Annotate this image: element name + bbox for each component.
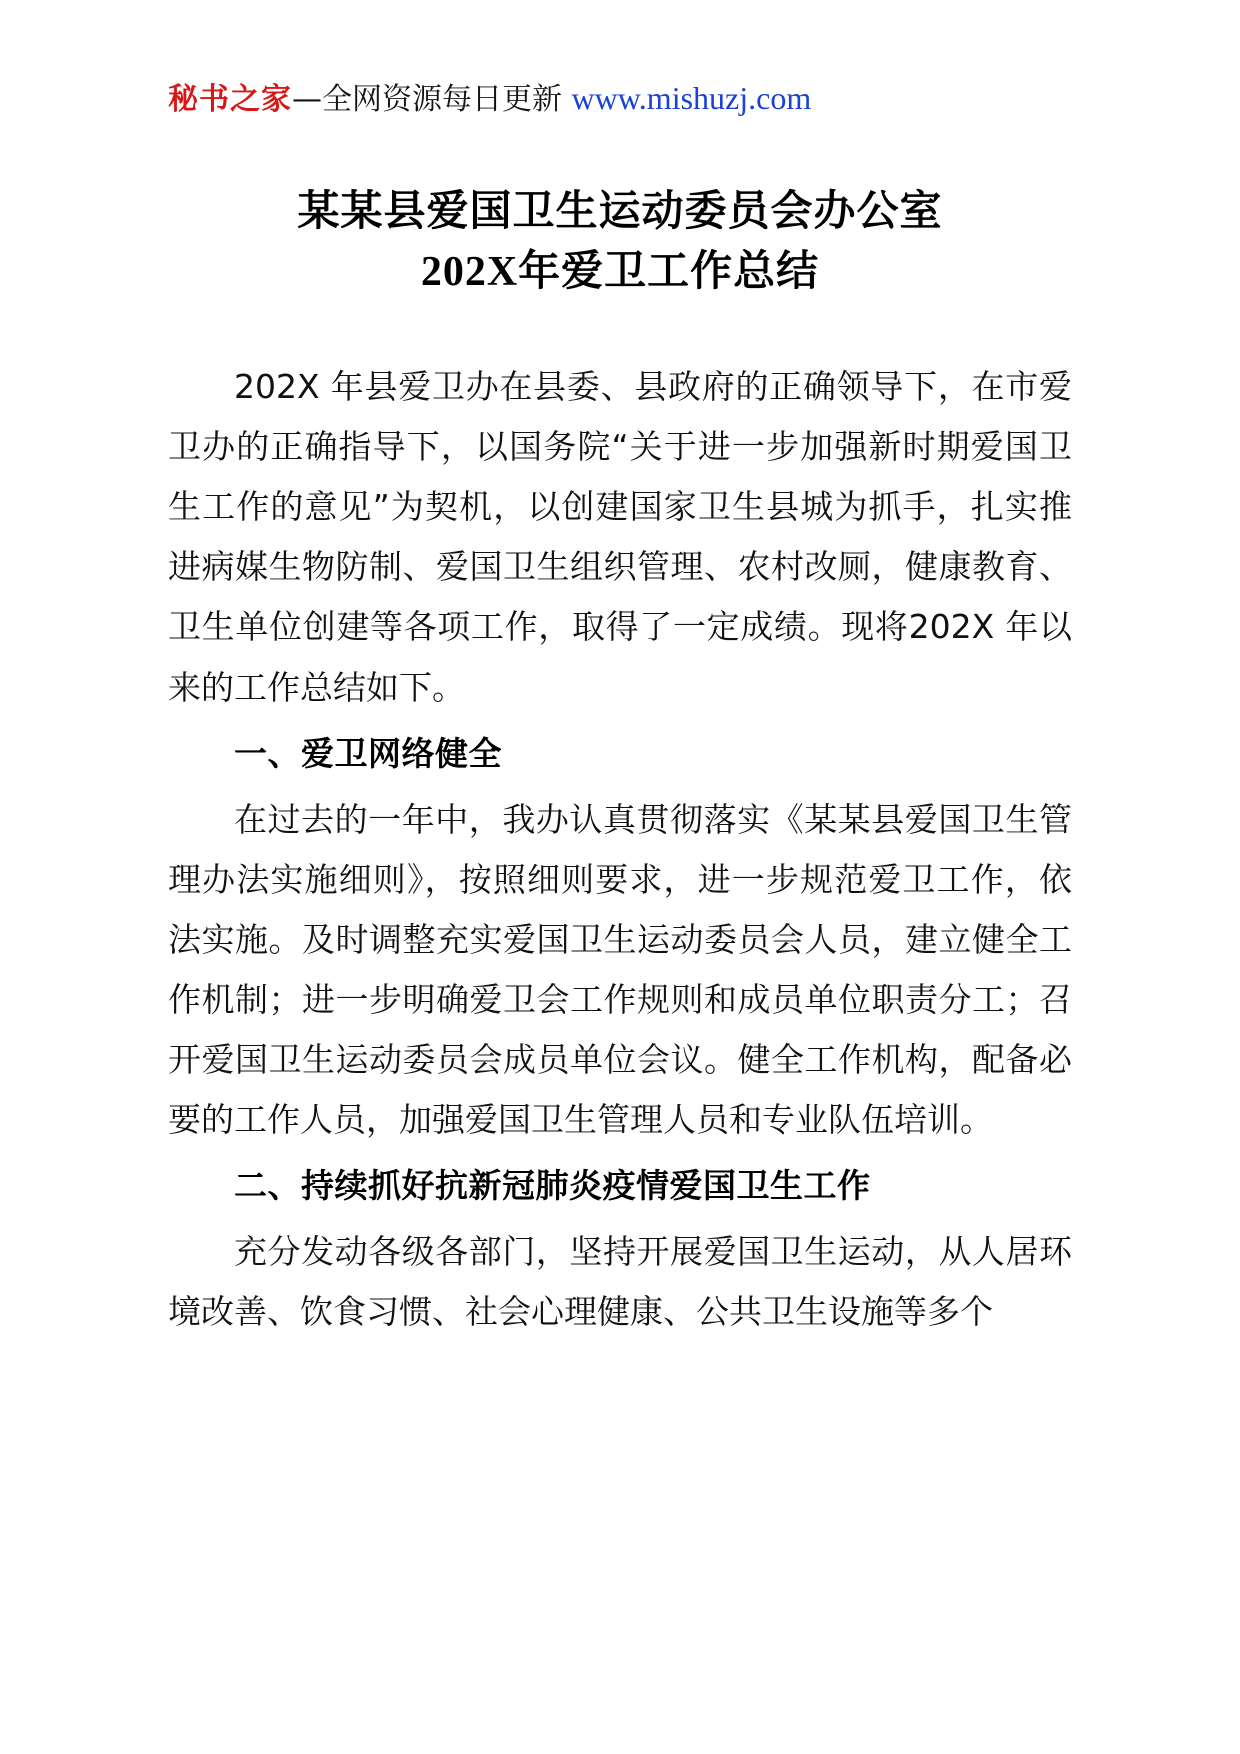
paragraph: 202X 年县爱卫办在县委、县政府的正确领导下，在市爱卫办的正确指导下，以国务院“关于进一步加强新时期爱国卫生工作的意见”为契机，以创建国家卫生县城为抓手，扎实推进病媒生物防制、爱国卫生组织管理、农村改厕，健康教育、卫生单位创建等各项工作，取得了一定成绩。现将202X 年以来的工作总结如下。 (168, 367, 1072, 707)
title-year: 202X (420, 249, 519, 296)
section-heading: 一、爱卫网络健全 (234, 733, 502, 773)
paragraph: 充分发动各级各部门，坚持开展爱国卫生运动，从人居环境改善、饮食习惯、社会心理健康、公共卫生设施等多个 (168, 1231, 1072, 1331)
title-line-2-rest: 年爱卫工作总结 (518, 246, 820, 296)
watermark-url[interactable]: www.mishuzj.com (571, 80, 812, 116)
section-heading: 二、持续抓好抗新冠肺炎疫情爱国卫生工作 (234, 1165, 871, 1205)
watermark-tagline: —全网资源每日更新 (292, 82, 562, 117)
page-title (168, 181, 1072, 304)
watermark-brand: 秘书之家 (168, 82, 292, 117)
document-content (168, 78, 1072, 1348)
title-line-2 (168, 241, 1072, 303)
title-line-1: 某某县爱国卫生运动委员会办公室 (297, 185, 943, 235)
site-watermark (168, 78, 1072, 119)
paragraph: 在过去的一年中，我办认真贯彻落实《某某县爱国卫生管理办法实施细则》，按照细则要求，进一步规范爱卫工作，依法实施。及时调整充实爱国卫生运动委员会人员，建立健全工作机制；进一步明确爱卫会工作规则和成员单位职责分工；召开爱国卫生运动委员会成员单位会议。健全工作机构，配备必要的工作人员，加强爱国卫生管理人员和专业队伍培训。 (168, 799, 1072, 1139)
